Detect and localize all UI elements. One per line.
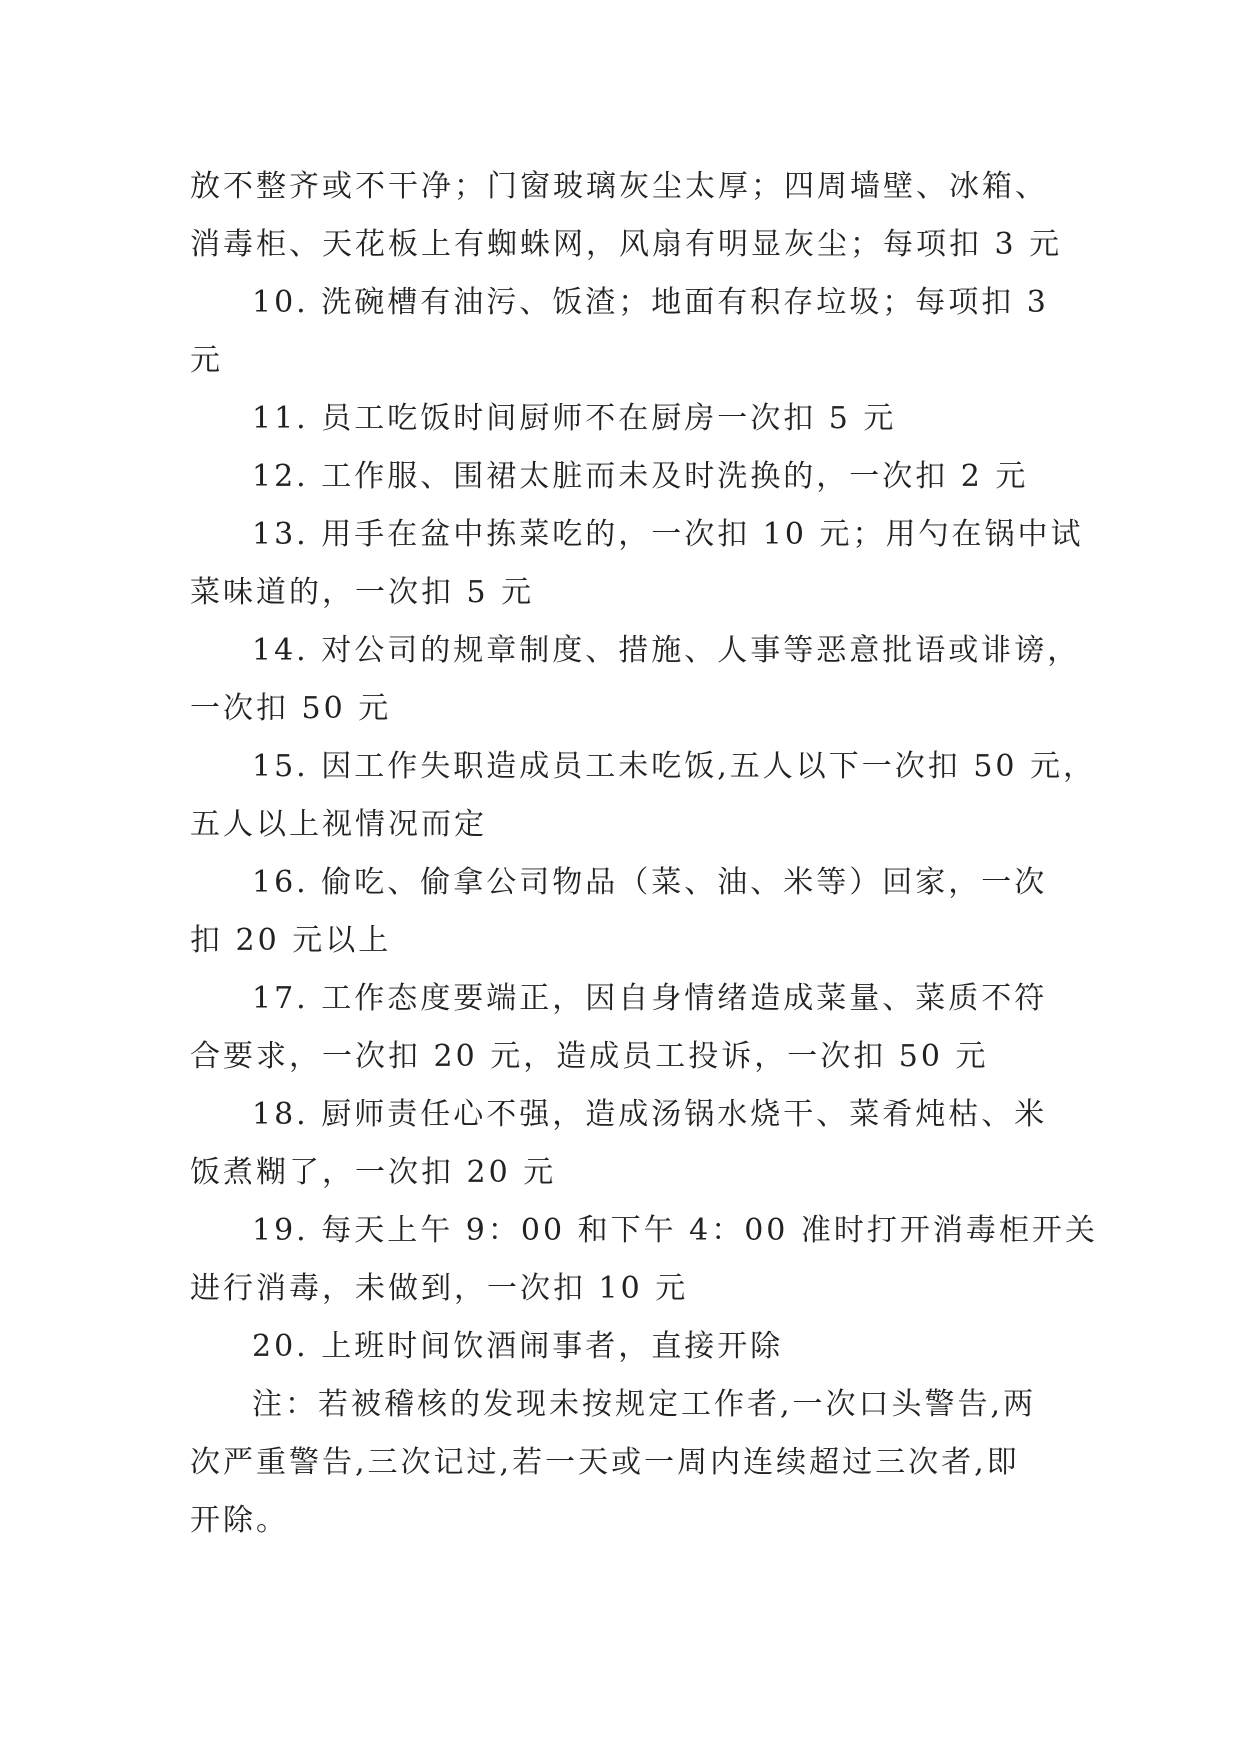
- text-line: 11. 员工吃饭时间厨师不在厨房一次扣 5 元: [252, 401, 897, 436]
- text-line: 13. 用手在盆中拣菜吃的，一次扣 10 元；用勺在锅中试: [252, 517, 1084, 552]
- text-line: 饭煮糊了，一次扣 20 元: [190, 1155, 557, 1190]
- text-line: 注：若被稽核的发现未按规定工作者,一次口头警告,两: [252, 1387, 1037, 1422]
- text-line: 放不整齐或不干净；门窗玻璃灰尘太厚；四周墙壁、冰箱、: [190, 169, 1048, 204]
- text-line: 元: [190, 343, 223, 378]
- document-body: [190, 158, 1098, 1550]
- text-line: 10. 洗碗槽有油污、饭渣；地面有积存垃圾；每项扣 3: [252, 285, 1049, 320]
- text-line: 菜味道的，一次扣 5 元: [190, 575, 535, 610]
- text-line: 扣 20 元以上: [190, 923, 392, 958]
- text-line: 12. 工作服、围裙太脏而未及时洗换的，一次扣 2 元: [252, 459, 1029, 494]
- text-line: 20. 上班时间饮酒闹事者，直接开除: [252, 1329, 784, 1364]
- text-line: 14. 对公司的规章制度、措施、人事等恶意批语或诽谤，: [252, 633, 1081, 668]
- text-line: 16. 偷吃、偷拿公司物品（菜、油、米等）回家，一次: [252, 865, 1048, 900]
- text-line: 18. 厨师责任心不强，造成汤锅水烧干、菜肴炖枯、米: [252, 1097, 1048, 1132]
- text-line: 一次扣 50 元: [190, 691, 392, 726]
- text-line: 19. 每天上午 9：00 和下午 4：00 准时打开消毒柜开关: [252, 1213, 1098, 1248]
- text-line: 五人以上视情况而定: [190, 807, 487, 842]
- text-line: 开除。: [190, 1503, 289, 1538]
- text-line: 次严重警告,三次记过,若一天或一周内连续超过三次者,即: [190, 1445, 1020, 1480]
- text-line: 进行消毒，未做到，一次扣 10 元: [190, 1271, 689, 1306]
- text-line: 17. 工作态度要端正，因自身情绪造成菜量、菜质不符: [252, 981, 1048, 1016]
- text-line: 15. 因工作失职造成员工未吃饭,五人以下一次扣 50 元，: [252, 749, 1097, 784]
- text-line: 合要求，一次扣 20 元，造成员工投诉，一次扣 50 元: [190, 1039, 989, 1074]
- text-line: 消毒柜、天花板上有蜘蛛网，风扇有明显灰尘；每项扣 3 元: [190, 227, 1063, 262]
